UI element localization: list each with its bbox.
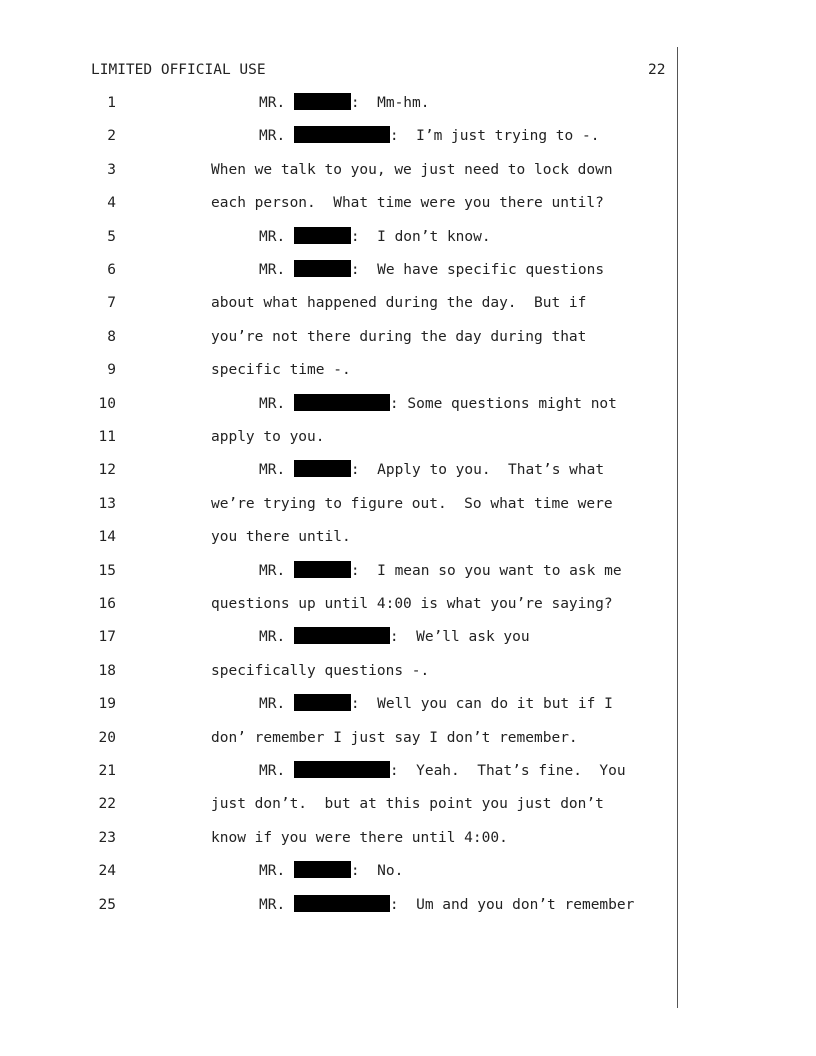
transcript-line (0, 227, 816, 247)
line-text: about what happened during the day. But if (211, 295, 587, 312)
line-number: 23 (98, 829, 116, 846)
line-text (259, 627, 530, 647)
line-number: 4 (107, 195, 116, 212)
transcript-line (0, 594, 816, 614)
speaker-prefix: MR. (259, 896, 294, 913)
transcript-line (0, 260, 816, 280)
speaker-prefix: MR. (259, 763, 294, 779)
line-number: 25 (98, 896, 116, 913)
redaction-box (294, 627, 390, 644)
spoken-text: : We’ll ask you (389, 629, 530, 646)
transcript-line (0, 126, 816, 146)
line-text (259, 861, 403, 881)
line-number: 15 (98, 562, 116, 579)
spoken-text: : We have specific questions (350, 262, 605, 278)
transcript-line (0, 93, 816, 113)
spoken-text: : Um and you don’t remember (389, 896, 635, 913)
transcript-line (0, 561, 816, 581)
redaction-box (294, 394, 390, 411)
redaction-box (294, 694, 351, 711)
redaction-box (294, 93, 351, 110)
redaction-box (294, 761, 390, 778)
transcript-line (0, 761, 816, 781)
line-number: 24 (98, 863, 116, 880)
spoken-text: : I mean so you want to ask me (350, 562, 622, 579)
speaker-prefix: MR. (259, 228, 294, 245)
transcript-line (0, 527, 816, 547)
line-number: 3 (107, 161, 116, 178)
redaction-box (294, 460, 351, 477)
spoken-text: : I’m just trying to -. (389, 128, 600, 145)
speaker-prefix: MR. (259, 863, 294, 880)
line-number: 6 (107, 262, 116, 278)
line-number: 10 (98, 395, 116, 412)
header-classification: LIMITED OFFICIAL USE (91, 62, 266, 78)
redaction-box (294, 126, 390, 143)
transcript-line (0, 193, 816, 213)
speaker-prefix: MR. (259, 128, 294, 145)
spoken-text: : Some questions might not (389, 395, 617, 412)
line-text: we’re trying to figure out. So what time were (211, 495, 613, 512)
line-number: 13 (98, 495, 116, 512)
line-number: 2 (107, 128, 116, 145)
speaker-prefix: MR. (259, 95, 294, 111)
line-number: 9 (107, 362, 116, 379)
transcript-line (0, 627, 816, 647)
speaker-prefix: MR. (259, 262, 294, 278)
line-number: 18 (98, 662, 116, 679)
line-number: 16 (98, 596, 116, 612)
line-text (259, 694, 613, 714)
line-text: specifically questions -. (211, 662, 430, 679)
transcript-line (0, 828, 816, 848)
speaker-prefix: MR. (259, 462, 294, 479)
speaker-prefix: MR. (259, 562, 294, 579)
transcript-line (0, 327, 816, 347)
line-number: 14 (98, 529, 116, 546)
line-text (259, 761, 626, 781)
spoken-text: : No. (350, 863, 404, 880)
spoken-text: : Well you can do it but if I (350, 696, 613, 713)
redaction-box (294, 260, 351, 277)
redaction-box (294, 861, 351, 878)
line-text (259, 260, 604, 280)
page-number: 22 (648, 62, 666, 78)
line-text: questions up until 4:00 is what you’re saying? (211, 596, 613, 612)
line-number: 11 (98, 429, 116, 445)
line-text (259, 126, 599, 146)
speaker-prefix: MR. (259, 696, 294, 713)
line-text: know if you were there until 4:00. (211, 829, 508, 846)
transcript-line (0, 794, 816, 814)
spoken-text: : Apply to you. That’s what (350, 462, 605, 479)
line-number: 19 (98, 696, 116, 713)
transcript-line (0, 661, 816, 681)
transcript-line (0, 861, 816, 881)
line-text (259, 394, 617, 414)
transcript-line (0, 427, 816, 447)
line-text (259, 561, 622, 581)
line-number: 20 (98, 729, 116, 746)
transcript-line (0, 394, 816, 414)
spoken-text: : Mm-hm. (350, 95, 430, 111)
line-text: don’ remember I just say I don’t remember. (211, 729, 578, 746)
line-text: you’re not there during the day during that (211, 328, 587, 345)
transcript-line (0, 728, 816, 748)
transcript-line (0, 694, 816, 714)
line-text: you there until. (211, 529, 351, 546)
line-number: 5 (107, 228, 116, 245)
speaker-prefix: MR. (259, 629, 294, 646)
line-number: 12 (98, 462, 116, 479)
spoken-text: : I don’t know. (350, 228, 491, 245)
redaction-box (294, 895, 390, 912)
redaction-box (294, 227, 351, 244)
line-text (259, 227, 491, 247)
line-text (259, 93, 430, 113)
line-number: 21 (98, 763, 116, 779)
spoken-text: : Yeah. That’s fine. You (389, 763, 626, 779)
transcript-line (0, 895, 816, 915)
line-text (259, 895, 634, 915)
transcript-line (0, 460, 816, 480)
line-number: 8 (107, 328, 116, 345)
transcript-line (0, 360, 816, 380)
line-text: just don’t. but at this point you just don’t (211, 796, 604, 813)
transcript-line (0, 494, 816, 514)
line-text (259, 460, 604, 480)
transcript-line (0, 160, 816, 180)
line-number: 1 (107, 95, 116, 111)
line-number: 22 (98, 796, 116, 813)
line-text: When we talk to you, we just need to lock down (211, 161, 613, 178)
transcript-line (0, 293, 816, 313)
line-number: 7 (107, 295, 116, 312)
redaction-box (294, 561, 351, 578)
speaker-prefix: MR. (259, 395, 294, 412)
line-number: 17 (98, 629, 116, 646)
line-text: specific time -. (211, 362, 351, 379)
line-text: each person. What time were you there until? (211, 195, 604, 212)
line-text: apply to you. (211, 429, 325, 445)
